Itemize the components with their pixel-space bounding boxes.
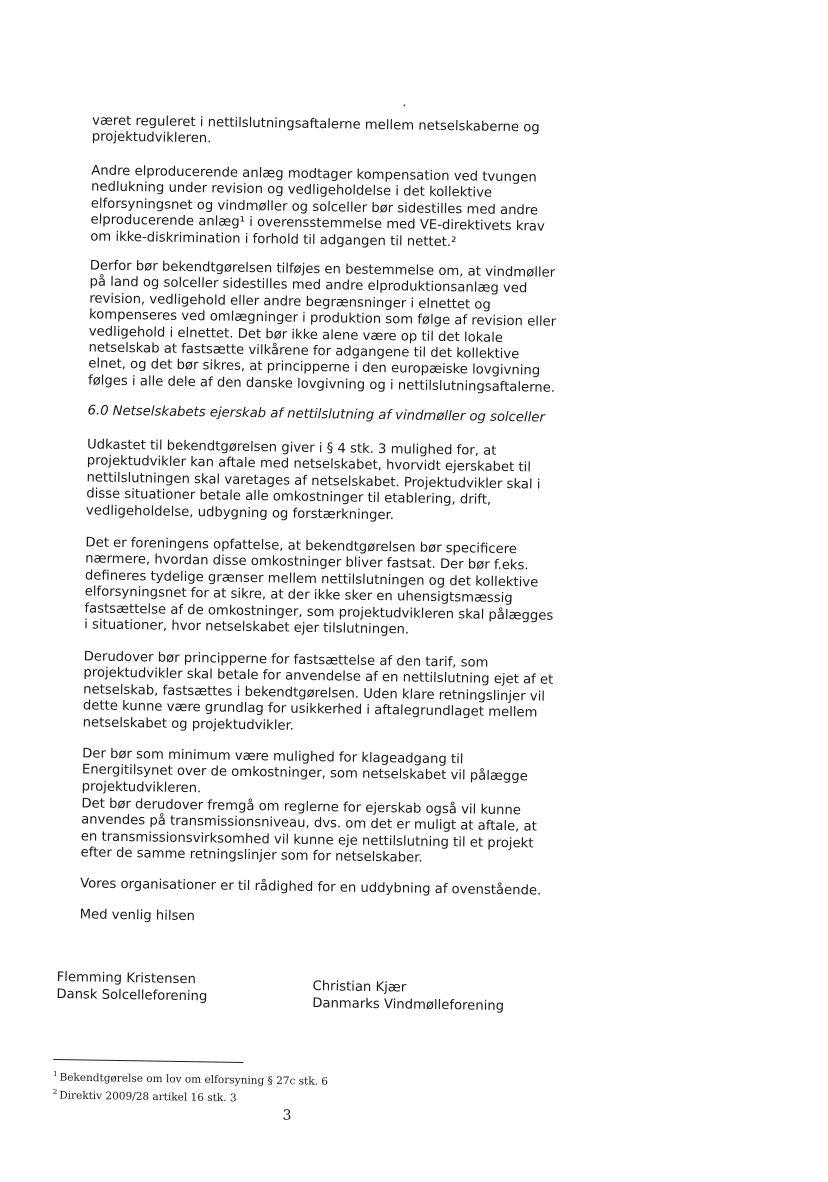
signature-block-wind <box>312 978 504 1015</box>
section-heading: 6.0 Netselskabets ejerskab af nettilslutning af vindmøller og solceller <box>87 403 545 426</box>
paragraph-draft-provision: Udkastet til bekendtgørelsen giver i § 4 stk. 3 mulighed for, at projektudvikler kan aftale med netselskabet, hvorvidt ejerskabet til nettilslutningen skal varetages af netselskabet. Projektudvikler skal i disse situationer betale alle omkostninger til etablering, drift, vedligeholdelse, udbygning og forstærkninger. <box>85 437 541 523</box>
paragraph-transmission-level: Det bør derudover fremgå om reglerne for ejerskab også vil kunne anvendes på transmissionsniveau, dvs. om det er muligt at aftale, at en transmissionsvirksomhed vil kunne eje nettilslutning til et projekt efter de samme retningslinjer som for netselskaber. <box>80 796 537 866</box>
signatory-name: Flemming Kristensen <box>56 970 196 988</box>
footnote-text: Direktiv 2009/28 artikel 16 stk. 3 <box>59 1089 237 1104</box>
signature-block-solar <box>56 969 207 1005</box>
footnote-text: Bekendtgørelse om lov om elforsyning § 27c stk. 6 <box>59 1071 329 1088</box>
paragraph-compensation: Andre elproducerende anlæg modtager kompensation ved tvungen nedlukning under revision og vedligeholdelse i det kollektive elforsyningsnet og vindmøller og solceller bør sidestilles med andre elproducerende anlæg¹ i overensstemmelse med VE-direktivets krav om ikke-diskrimination i forhold til adgangen til nettet.² <box>90 163 545 250</box>
paragraph-recommendation: Derfor bør bekendtgørelsen tilføjes en bestemmelse om, at vindmøller på land og solceller sidestilles med andre elproduktionsanlæg ved revision, vedligehold eller andre begrænsninger i elnettet og kompenseres ved omlægninger i produktion som følge af revision eller vedligehold i elnettet. Det bør ikke alene være op til det lokale netselskab at fastsætte vilkårene for adgangene til det kollektive elnet, og det bør sikres, at principperne i den europæiske lovgivning følges i alle dele af den danske lovgivning og i nettilslutningsaftalerne. <box>87 258 557 396</box>
footnote-mark: 1 <box>53 1069 58 1079</box>
scan-speck <box>403 104 405 106</box>
signatory-name: Christian Kjær <box>312 979 407 996</box>
paragraph-intro-continuation: været reguleret i nettilslutningsaftalerne mellem netselskaberne og projektudvikleren. <box>91 113 540 147</box>
signatory-organization: Danmarks Vindmølleforening <box>312 996 505 1015</box>
paragraph-availability: Vores organisationer er til rådighed for en uddybning af ovenstående. <box>80 876 542 899</box>
paragraph-complaint-access: Der bør som minimum være mulighed for klageadgang til Energitilsynet over de omkostninger, som netselskabet vil pålægge projektudvikleren. <box>81 746 528 797</box>
closing-greeting: Med venlig hilsen <box>79 907 195 925</box>
footnote-divider <box>53 1059 243 1063</box>
footnote-mark: 2 <box>52 1087 58 1096</box>
paragraph-tariff-principles: Derudover bør principperne for fastsættelse af den tarif, som projektudvikler skal betale for anvendelse af en nettilslutning ejet af et netselskab, fastsættes i bekendtgørelsen. Uden klare retningslinjer vil dette kunne være grundlag for usikkerhed i aftalegrundlaget mellem netselskabet og projektudvikler. <box>82 649 554 734</box>
signatory-organization: Dansk Solcelleforening <box>56 987 208 1005</box>
page-number: 3 <box>282 1107 292 1124</box>
footnotes <box>53 1067 329 1106</box>
paragraph-cost-specification: Det er foreningens opfattelse, at bekendtgørelsen bør specificere nærmere, hvordan disse omkostninger bliver fastsat. Der bør f.eks. defineres tydelige grænser mellem nettilslutningen og det kollektive elforsyningsnet for at sikre, at der ikke sker en uhensigtsmæssig fastsættelse af de omkostninger, som projektudvikleren skal pålægges i situationer, hvor netselskabet ejer tilslutningen. <box>84 535 554 638</box>
